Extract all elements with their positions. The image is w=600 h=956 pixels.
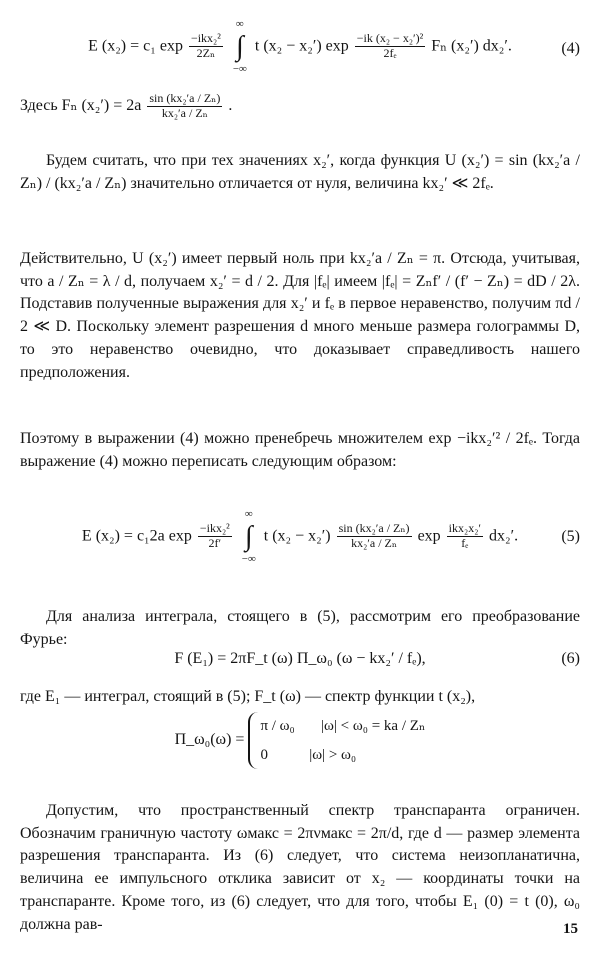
- eq5-fraction-3: $\frac{\text{ikx₂x₂′}}{\text{fₑ}}$: [448, 521, 481, 551]
- here-fraction: $\frac{\text{sin (kx₂′a / Zₙ)}}{\text{kx₂′a / Zₙ}}$: [149, 91, 221, 120]
- paragraph-3: Поэтому в выражении (4) можно пренебречь множителем exp −ikx₂′² / 2fₑ. Тогда выражение (4) можно переписать следующим образом:: [20, 430, 580, 470]
- paragraph-1: Будем считать, что при тех значениях x₂′, когда функция U (x₂′) = sin (kx₂′a / Zₙ) / (kx₂′a / Zₙ) значительно отличается от нуля, величина kx₂′ ≪ 2fₑ.: [20, 152, 580, 192]
- equation-5: E (x₂) = c₁2a exp $\frac{\text{−ikx₂²}}{2f'}$ ∞ ∫ −∞ t (x₂ − x₂′) $\frac{\text{sin (kx₂′a / Zₙ)}}{\text{kx₂′a / Zₙ}}$ exp $\frac{\text{ikx₂x₂′}}{\text{fₑ}}$ dx₂′.: [81, 508, 519, 565]
- equation-number-4: (4): [561, 40, 580, 57]
- equation-number-5: (5): [561, 528, 580, 545]
- eq4-fraction-2: $\frac{\text{−ik (x₂ − x₂′)²}}{\text{2fₑ}}$: [356, 31, 424, 61]
- equation-number-6: (6): [561, 650, 580, 667]
- page-number: 15: [563, 921, 578, 937]
- pi-cases: π / ω₀ |ω| < ω₀ = ka / Zₙ 0 |ω| > ω₀: [248, 712, 425, 769]
- paragraph-5: где E₁ — интеграл, стоящий в (5); F_t (ω) — спектр функции t (x₂),: [20, 688, 476, 705]
- pi-definition: Π_ω₀(ω) = π / ω₀ |ω| < ω₀ = ka / Zₙ 0 |ω| > ω₀: [20, 712, 580, 769]
- equation-4: [20, 18, 580, 75]
- eq4-integral-limits: ∞ ∫ −∞: [232, 18, 247, 75]
- paragraph-2: Действительно, U (x₂′) имеет первый ноль при kx₂′a / Zₙ = π. Отсюда, учитывая, что a / Zₙ = λ / d, получаем x₂′ = d / 2. Для |fₑ| имеем |fₑ| = Zₙf′ / (f′ − Zₙ) = dD / 2λ. Подставив полученные выражения для x₂′ и fₑ в первое неравенство, получим πd / 2 ≪ D. Поскольку элемент разрешения d много меньше размера голограммы D, то это неравенство очевидно, что доказывает справедливость нашего предположения.: [20, 250, 580, 381]
- equation-6: F (E₁) = 2πF_t (ω) Π_ω₀ (ω − kx₂′ / fₑ),: [174, 650, 426, 667]
- eq4-mid: t (x₂ − x₂′) exp: [254, 37, 349, 55]
- eq5-integral-limits: ∞ ∫ −∞: [241, 508, 256, 565]
- eq5-fraction-2: $\frac{\text{sin (kx₂′a / Zₙ)}}{\text{kx₂′a / Zₙ}}$: [338, 521, 410, 551]
- paragraph-6: Допустим, что пространственный спектр транспаранта ограничен. Обозначим граничную частоту ωмакс = 2πνмакс = 2π/d, где d — размер элемента разрешения транспаранта. Из (6) следует, что система неизопланатична, величина ее импульсного отклика зависит от x₂ — координаты точки на транспаранте. Кроме того, из (6) следует, что для того, чтобы E₁ (0) = t (0), ω₀ должна рав-: [20, 802, 580, 933]
- eq4-tail: Fₙ (x₂′) dx₂′.: [431, 37, 512, 55]
- integral-sign: ∫: [244, 520, 253, 552]
- eq4-lhs: E (x₂) = c₁ exp: [88, 37, 183, 55]
- integral-sign: ∫: [236, 30, 244, 62]
- here-definition: Здесь Fₙ (x₂′) = 2a $\frac{\text{sin (kx₂′a / Zₙ)}}{\text{kx₂′a / Zₙ}}$ .: [20, 91, 233, 120]
- eq5-fraction-1: $\frac{\text{−ikx₂²}}{2f'}$: [199, 521, 230, 551]
- eq4-fraction-1: $\frac{\text{−ikx₂²}}{\text{2Zₙ}}$: [190, 31, 221, 61]
- paragraph-4: Для анализа интеграла, стоящего в (5), рассмотрим его преобразование Фурье:: [20, 608, 580, 648]
